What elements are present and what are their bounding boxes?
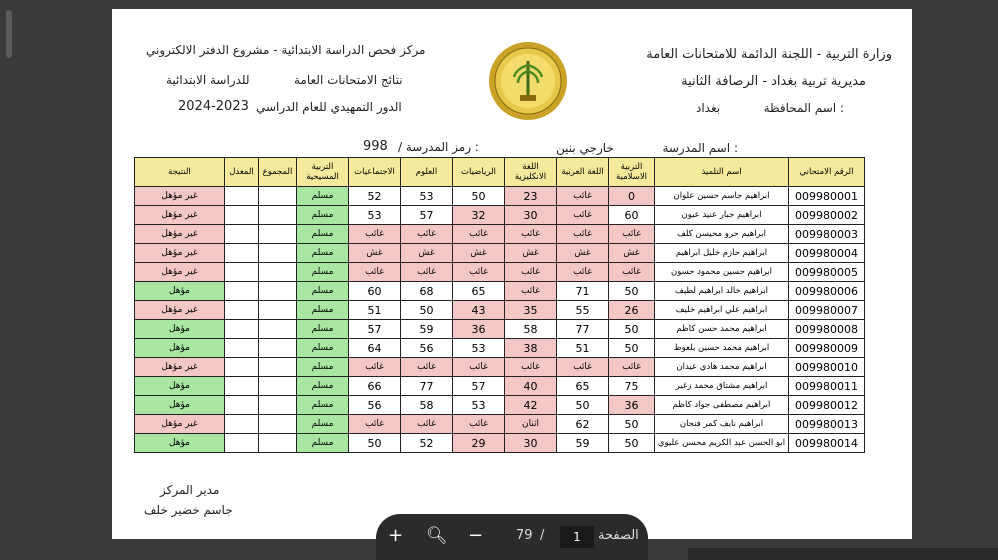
- cell-arabic: 77: [557, 320, 609, 339]
- primary-line: للدراسة الابتدائية: [166, 73, 250, 87]
- cell-result: غير مؤهل: [135, 244, 225, 263]
- school-name-value: خارجي بنين: [556, 141, 614, 155]
- cell-english: 58: [505, 320, 557, 339]
- column-header: الرياضيات: [453, 158, 505, 187]
- school-name-label: اسم المدرسة :: [662, 141, 738, 155]
- table-row: [135, 415, 865, 434]
- cell-name: ابراهيم جبار عنيد عيون: [655, 206, 789, 225]
- cell-christian: مسلم: [297, 263, 349, 282]
- cell-social: 56: [349, 396, 401, 415]
- cell-result: غير مؤهل: [135, 358, 225, 377]
- school-code-value: 998: [363, 139, 388, 154]
- cell-english: غش: [505, 244, 557, 263]
- cell-avg: [225, 358, 259, 377]
- cell-total: [259, 339, 297, 358]
- cell-id: 009980007: [789, 301, 865, 320]
- cell-science: 53: [401, 187, 453, 206]
- cell-result: غير مؤهل: [135, 415, 225, 434]
- center-line: مركز فحص الدراسة الابتدائية - مشروع الدفتر الالكتروني: [146, 43, 426, 57]
- cell-result: مؤهل: [135, 339, 225, 358]
- ministry-seal: [488, 41, 568, 121]
- column-header: العلوم: [401, 158, 453, 187]
- cell-id: 009980012: [789, 396, 865, 415]
- cell-islamic: 50: [609, 339, 655, 358]
- cell-math: غائب: [453, 358, 505, 377]
- cell-avg: [225, 244, 259, 263]
- cell-result: غير مؤهل: [135, 225, 225, 244]
- cell-christian: مسلم: [297, 206, 349, 225]
- cell-avg: [225, 339, 259, 358]
- cell-social: 64: [349, 339, 401, 358]
- school-code-label: / رمز المدرسة :: [398, 140, 479, 154]
- cell-avg: [225, 415, 259, 434]
- governorate-label: اسم المحافظة :: [763, 101, 844, 115]
- cell-id: 009980003: [789, 225, 865, 244]
- cell-science: 52: [401, 434, 453, 453]
- cell-islamic: غائب: [609, 225, 655, 244]
- cell-total: [259, 415, 297, 434]
- cell-name: ابراهيم نايف كمر فنجان: [655, 415, 789, 434]
- cell-id: 009980005: [789, 263, 865, 282]
- cell-avg: [225, 377, 259, 396]
- cell-social: 50: [349, 434, 401, 453]
- cell-total: [259, 244, 297, 263]
- cell-result: مؤهل: [135, 396, 225, 415]
- search-zoom-icon[interactable]: 🔍︎: [426, 526, 448, 546]
- cell-english: غائب: [505, 263, 557, 282]
- cell-islamic: 26: [609, 301, 655, 320]
- cell-english: 23: [505, 187, 557, 206]
- cell-result: مؤهل: [135, 282, 225, 301]
- cell-result: مؤهل: [135, 377, 225, 396]
- cell-islamic: غش: [609, 244, 655, 263]
- cell-result: مؤهل: [135, 320, 225, 339]
- table-row: [135, 377, 865, 396]
- cell-english: 30: [505, 206, 557, 225]
- cell-total: [259, 187, 297, 206]
- zoom-in-icon[interactable]: +: [388, 525, 404, 546]
- column-header: المجموع: [259, 158, 297, 187]
- cell-science: 56: [401, 339, 453, 358]
- cell-result: مؤهل: [135, 434, 225, 453]
- cell-islamic: غائب: [609, 263, 655, 282]
- cell-math: 32: [453, 206, 505, 225]
- pdf-page: [112, 9, 912, 539]
- cell-name: ابراهيم مشتاق محمد زغير: [655, 377, 789, 396]
- column-header: المعدل: [225, 158, 259, 187]
- cell-name: ابراهيم محمد حسن كاظم: [655, 320, 789, 339]
- cell-science: غش: [401, 244, 453, 263]
- cell-social: 57: [349, 320, 401, 339]
- cell-arabic: 59: [557, 434, 609, 453]
- pdf-toolbar: [376, 514, 648, 560]
- table-row: [135, 225, 865, 244]
- cell-social: 51: [349, 301, 401, 320]
- cell-arabic: 55: [557, 301, 609, 320]
- column-header: النتيجة: [135, 158, 225, 187]
- cell-science: 77: [401, 377, 453, 396]
- cell-science: غائب: [401, 415, 453, 434]
- cell-science: 57: [401, 206, 453, 225]
- cell-social: 60: [349, 282, 401, 301]
- cell-social: غائب: [349, 358, 401, 377]
- status-bar: [688, 548, 998, 560]
- cell-id: 009980010: [789, 358, 865, 377]
- table-row: [135, 282, 865, 301]
- cell-name: ابراهيم محمد هادي عيدان: [655, 358, 789, 377]
- page-total: 79: [516, 528, 533, 543]
- scrollbar-thumb[interactable]: [6, 10, 12, 58]
- cell-name: ابراهيم علي ابراهيم خليف: [655, 301, 789, 320]
- cell-english: 42: [505, 396, 557, 415]
- cell-arabic: غائب: [557, 206, 609, 225]
- cell-social: 52: [349, 187, 401, 206]
- cell-result: غير مؤهل: [135, 187, 225, 206]
- cell-science: غائب: [401, 358, 453, 377]
- table-row: [135, 396, 865, 415]
- cell-id: 009980008: [789, 320, 865, 339]
- cell-total: [259, 377, 297, 396]
- zoom-out-icon[interactable]: −: [468, 525, 484, 546]
- cell-id: 009980013: [789, 415, 865, 434]
- ministry-line: وزارة التربية - اللجنة الدائمة للامتحانات العامة: [646, 47, 892, 62]
- cell-islamic: 60: [609, 206, 655, 225]
- column-header: التربية الاسلامية: [609, 158, 655, 187]
- cell-social: 53: [349, 206, 401, 225]
- cell-avg: [225, 206, 259, 225]
- cell-math: 53: [453, 339, 505, 358]
- cell-name: ابراهيم حسين محمود حسون: [655, 263, 789, 282]
- cell-math: 65: [453, 282, 505, 301]
- cell-total: [259, 225, 297, 244]
- cell-math: غش: [453, 244, 505, 263]
- cell-id: 009980014: [789, 434, 865, 453]
- cell-name: ابراهيم جرو محيسن كلف: [655, 225, 789, 244]
- cell-christian: مسلم: [297, 282, 349, 301]
- table-header-row: [135, 158, 865, 187]
- cell-result: غير مؤهل: [135, 263, 225, 282]
- table-row: [135, 187, 865, 206]
- signature-name: جاسم خضير خلف: [144, 503, 233, 517]
- results-line: نتائج الامتحانات العامة: [294, 73, 403, 87]
- cell-science: 50: [401, 301, 453, 320]
- cell-islamic: 50: [609, 434, 655, 453]
- cell-id: 009980002: [789, 206, 865, 225]
- cell-math: 57: [453, 377, 505, 396]
- cell-christian: مسلم: [297, 301, 349, 320]
- cell-science: 59: [401, 320, 453, 339]
- cell-id: 009980011: [789, 377, 865, 396]
- page-number-input[interactable]: 1: [560, 526, 594, 548]
- column-header: اسم التلميذ: [655, 158, 789, 187]
- signature-title: مدير المركز: [160, 483, 220, 497]
- cell-result: غير مؤهل: [135, 206, 225, 225]
- cell-christian: مسلم: [297, 358, 349, 377]
- cell-social: 66: [349, 377, 401, 396]
- cell-math: غائب: [453, 225, 505, 244]
- cell-christian: مسلم: [297, 244, 349, 263]
- cell-avg: [225, 282, 259, 301]
- cell-math: غائب: [453, 263, 505, 282]
- cell-arabic: 62: [557, 415, 609, 434]
- cell-christian: مسلم: [297, 377, 349, 396]
- table-row: [135, 320, 865, 339]
- cell-avg: [225, 320, 259, 339]
- cell-christian: مسلم: [297, 225, 349, 244]
- cell-social: غائب: [349, 225, 401, 244]
- cell-arabic: 71: [557, 282, 609, 301]
- cell-islamic: 50: [609, 282, 655, 301]
- cell-name: ابراهيم محمد حسين بلعوط: [655, 339, 789, 358]
- table-row: [135, 339, 865, 358]
- cell-name: ابو الحسن عبد الكريم محسن عليوي: [655, 434, 789, 453]
- cell-math: 53: [453, 396, 505, 415]
- cell-arabic: 50: [557, 396, 609, 415]
- cell-social: غائب: [349, 415, 401, 434]
- cell-islamic: 0: [609, 187, 655, 206]
- cell-arabic: 65: [557, 377, 609, 396]
- table-row: [135, 301, 865, 320]
- cell-islamic: غائب: [609, 358, 655, 377]
- round-line: الدور التمهيدي للعام الدراسي: [256, 100, 402, 114]
- cell-christian: مسلم: [297, 339, 349, 358]
- cell-id: 009980009: [789, 339, 865, 358]
- cell-name: ابراهيم حازم خليل ابراهيم: [655, 244, 789, 263]
- cell-arabic: غش: [557, 244, 609, 263]
- column-header: الرقم الامتحاني: [789, 158, 865, 187]
- cell-math: 50: [453, 187, 505, 206]
- cell-social: غش: [349, 244, 401, 263]
- governorate-value: بغداد: [696, 101, 721, 115]
- cell-math: غائب: [453, 415, 505, 434]
- cell-islamic: 36: [609, 396, 655, 415]
- table-row: [135, 263, 865, 282]
- cell-avg: [225, 225, 259, 244]
- cell-science: غائب: [401, 225, 453, 244]
- cell-english: 40: [505, 377, 557, 396]
- table-body: [135, 187, 865, 453]
- column-header: اللغة العربية: [557, 158, 609, 187]
- cell-arabic: غائب: [557, 225, 609, 244]
- results-table: [134, 157, 865, 453]
- cell-arabic: غائب: [557, 263, 609, 282]
- cell-math: 29: [453, 434, 505, 453]
- table-row: [135, 206, 865, 225]
- cell-english: غائب: [505, 225, 557, 244]
- cell-avg: [225, 434, 259, 453]
- column-header: الاجتماعيات: [349, 158, 401, 187]
- cell-avg: [225, 187, 259, 206]
- cell-social: غائب: [349, 263, 401, 282]
- cell-name: ابراهيم جاسم حسين علوان: [655, 187, 789, 206]
- cell-english: 30: [505, 434, 557, 453]
- cell-christian: مسلم: [297, 434, 349, 453]
- cell-christian: مسلم: [297, 415, 349, 434]
- cell-science: 68: [401, 282, 453, 301]
- page-label: الصفحة: [598, 528, 639, 543]
- cell-science: 58: [401, 396, 453, 415]
- cell-total: [259, 320, 297, 339]
- cell-arabic: غائب: [557, 358, 609, 377]
- cell-id: 009980004: [789, 244, 865, 263]
- cell-result: غير مؤهل: [135, 301, 225, 320]
- cell-english: غائب: [505, 358, 557, 377]
- cell-english: غائب: [505, 282, 557, 301]
- table-row: [135, 244, 865, 263]
- cell-christian: مسلم: [297, 320, 349, 339]
- cell-avg: [225, 301, 259, 320]
- school-year: 2024-2023: [178, 99, 249, 114]
- cell-arabic: غائب: [557, 187, 609, 206]
- cell-islamic: 75: [609, 377, 655, 396]
- cell-math: 43: [453, 301, 505, 320]
- cell-total: [259, 396, 297, 415]
- page-separator: /: [540, 528, 545, 543]
- cell-arabic: 51: [557, 339, 609, 358]
- directorate-line: مديرية تربية بغداد - الرصافة الثانية: [681, 74, 866, 89]
- column-header: اللغة الانكليزية: [505, 158, 557, 187]
- cell-english: 35: [505, 301, 557, 320]
- cell-name: ابراهيم مصطفى جواد كاظم: [655, 396, 789, 415]
- cell-total: [259, 282, 297, 301]
- cell-total: [259, 206, 297, 225]
- cell-english: اثنان: [505, 415, 557, 434]
- cell-islamic: 50: [609, 415, 655, 434]
- table-row: [135, 434, 865, 453]
- table-row: [135, 358, 865, 377]
- cell-christian: مسلم: [297, 187, 349, 206]
- cell-avg: [225, 263, 259, 282]
- cell-id: 009980001: [789, 187, 865, 206]
- cell-total: [259, 358, 297, 377]
- cell-science: غائب: [401, 263, 453, 282]
- cell-id: 009980006: [789, 282, 865, 301]
- column-header: التربية المسيحية: [297, 158, 349, 187]
- cell-total: [259, 263, 297, 282]
- cell-name: ابراهيم خالد ابراهيم لطيف: [655, 282, 789, 301]
- cell-total: [259, 434, 297, 453]
- cell-math: 36: [453, 320, 505, 339]
- cell-total: [259, 301, 297, 320]
- cell-english: 38: [505, 339, 557, 358]
- cell-avg: [225, 396, 259, 415]
- cell-islamic: 50: [609, 320, 655, 339]
- cell-christian: مسلم: [297, 396, 349, 415]
